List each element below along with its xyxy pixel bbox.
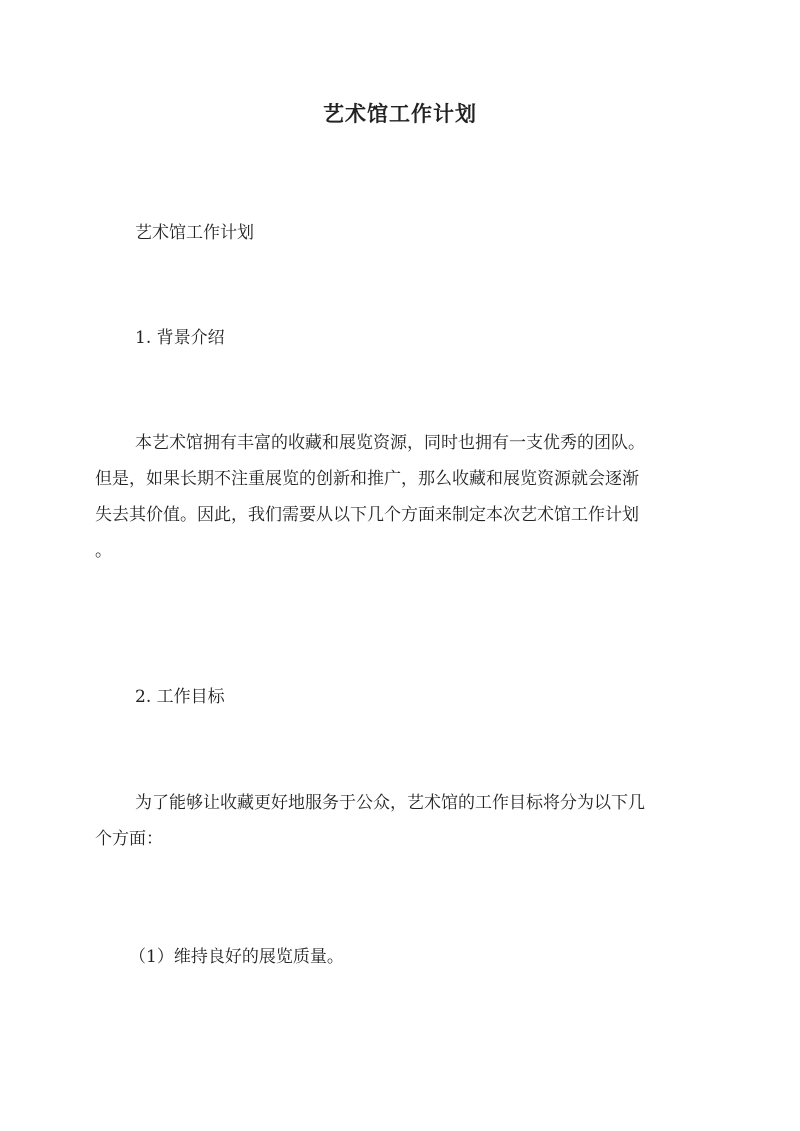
paragraph-line: 个方面： xyxy=(95,829,163,849)
paragraph-background xyxy=(95,425,705,569)
goal-item-1: （1）维持良好的展览质量。 xyxy=(129,947,344,967)
paragraph-line: 但是，如果长期不注重展览的创新和推广，那么收藏和展览资源就会逐渐 xyxy=(95,469,639,489)
paragraph-line: 。 xyxy=(95,541,112,561)
paragraph-line: 本艺术馆拥有丰富的收藏和展览资源，同时也拥有一支优秀的团队。 xyxy=(135,433,645,453)
paragraph-goals xyxy=(95,785,705,857)
section-heading-goals: 2. 工作目标 xyxy=(135,687,225,707)
paragraph-line: 失去其价值。因此，我们需要从以下几个方面来制定本次艺术馆工作计划 xyxy=(95,505,639,525)
section-heading-background: 1. 背景介绍 xyxy=(135,328,225,348)
paragraph-line: 为了能够让收藏更好地服务于公众，艺术馆的工作目标将分为以下几 xyxy=(135,793,645,813)
document-subtitle: 艺术馆工作计划 xyxy=(135,223,254,243)
document-title: 艺术馆工作计划 xyxy=(323,101,477,126)
